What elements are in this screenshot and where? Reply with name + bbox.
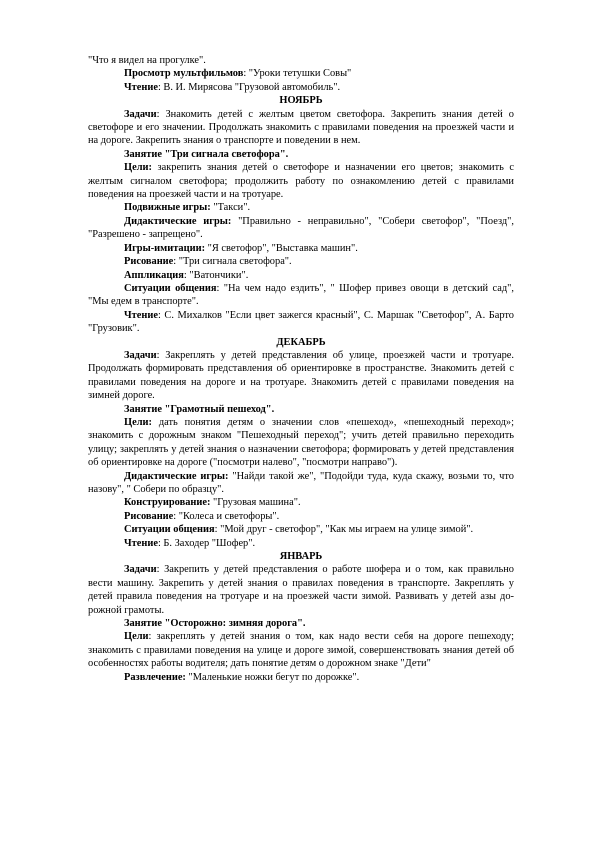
december-tasks-text: : Закреплять у детей представления об улице, проезжей части и тротуаре. Продолжать формировать представления об ориентировке в пространстве. Знакомить детей с правилами поведения на дороге и на тротуаре. Знакомить детей с правилами поведения на зимней дороге. bbox=[88, 349, 514, 402]
january-tasks bbox=[88, 563, 514, 617]
december-construct-text: "Грузовая машина". bbox=[210, 497, 301, 509]
january-tasks-label: Задачи bbox=[124, 564, 157, 576]
november-didactic-label: Дидактические игры: bbox=[124, 215, 232, 227]
december-tasks-label: Задачи bbox=[124, 349, 157, 361]
november-tasks-label: Задачи bbox=[124, 108, 157, 120]
november-heading: НОЯБРЬ bbox=[279, 95, 323, 107]
december-goals-label: Цели: bbox=[124, 416, 152, 428]
november-applique-text: : "Ватончики". bbox=[183, 269, 249, 281]
january-heading: ЯНВАРЬ bbox=[279, 551, 323, 563]
december-reading-text: : Б. Заходер "Шофер". bbox=[157, 537, 256, 549]
november-drawing bbox=[88, 255, 514, 268]
january-goals-label: Цели bbox=[124, 631, 149, 643]
december-tasks bbox=[88, 349, 514, 403]
pre-reading-line bbox=[88, 81, 514, 94]
january-lesson bbox=[88, 617, 514, 630]
december-drawing-label: Рисование bbox=[124, 510, 174, 522]
november-imitation-games bbox=[88, 242, 514, 255]
december-goals-text: дать понятия детям о значении слов «пешеход», «пешеходный переход»; знакомить с дорожным знаком "Пешеходный переход"; учить детей правильно переходить улицу; закреплять у детей знания о назначении светофора; формировать у детей представления об ориентировке на дороге ("посмотри налево", "посмотри направо"). bbox=[88, 416, 514, 469]
january-lesson-label: Занятие "Осторожно: зимняя дорога". bbox=[124, 618, 306, 630]
november-lesson-label: Занятие "Три сигнала светофора". bbox=[124, 148, 289, 160]
december-reading-label: Чтение bbox=[124, 537, 158, 549]
cartoons-line bbox=[88, 67, 514, 80]
november-situations-text: : "На чем надо ездить", " Шофер привез овощи в детский сад", "Мы едем в транспорте". bbox=[88, 282, 514, 308]
november-drawing-text: : "Три сигнала светофора". bbox=[173, 256, 292, 268]
november-tasks-text: : Знакомить детей с желтым цветом светофора. Закрепить знания детей о светофоре и его значении. Продолжать знакомить с правилами поведения на проезжей части и на дороге. Закрепить знания о транспорте и поведении в нем. bbox=[88, 108, 514, 147]
december-reading bbox=[88, 537, 514, 550]
pre-reading-label: Чтение bbox=[124, 81, 158, 93]
january-goals bbox=[88, 630, 514, 670]
november-didactic-text: "Правильно - неправильно", "Собери светофор", "Поезд", "Разрешено - запрещено". bbox=[88, 215, 514, 241]
november-imitation-label: Игры-имитации: bbox=[124, 242, 206, 254]
december-didactic-label: Дидактические игры: bbox=[124, 470, 229, 482]
november-drawing-label: Рисование bbox=[124, 256, 174, 268]
november-situations-label: Ситуации общения bbox=[124, 282, 217, 294]
january-entertainment bbox=[88, 671, 514, 684]
november-imitation-text: "Я светофор", "Выставка машин". bbox=[205, 242, 358, 254]
january-goals-text: : закреплять у детей знания о том, как надо вести себя на дороге пешеходу; знакомить с правилами поведения на улице и дороге зимой, совершенствовать знания детей об особенностях работы водителя; дать понятие детям о дорожном знаке "Дети" bbox=[88, 631, 514, 670]
november-reading bbox=[88, 309, 514, 336]
december-drawing bbox=[88, 510, 514, 523]
january-entertainment-label: Развлечение: bbox=[124, 671, 186, 683]
november-applique bbox=[88, 269, 514, 282]
intro-tail: "Что я видел на прогулке". bbox=[88, 55, 206, 66]
cartoons-label: Просмотр мультфильмов bbox=[124, 68, 244, 80]
pre-reading-text: : В. И. Мирясова "Грузовой автомобиль". bbox=[157, 81, 341, 93]
december-didactic-text: "Найди такой же", "Подойди туда, куда скажу, возьми то, что назову", " Собери по образцу". bbox=[88, 470, 514, 495]
december-construction bbox=[88, 496, 514, 509]
november-situations bbox=[88, 282, 514, 309]
january-entertainment-text: "Маленькие ножки бегут по дорожке". bbox=[185, 671, 360, 683]
november-outdoor-games bbox=[88, 201, 514, 214]
november-goals-label: Цели: bbox=[124, 162, 152, 174]
december-situations-label: Ситуации общения bbox=[124, 524, 215, 536]
document-page bbox=[88, 54, 514, 684]
december-situations bbox=[88, 523, 514, 536]
november-outdoor-label: Подвижные игры: bbox=[124, 202, 211, 214]
november-tasks bbox=[88, 108, 514, 148]
november-applique-label: Аппликация bbox=[124, 269, 184, 281]
december-situations-text: : "Мой друг - светофор", "Как мы играем на улице зимой". bbox=[214, 524, 474, 536]
december-construct-label: Конструирование: bbox=[124, 497, 211, 509]
november-reading-label: Чтение bbox=[124, 309, 158, 321]
december-heading: ДЕКАБРЬ bbox=[276, 336, 326, 348]
november-reading-text: : С. Михалков "Если цвет зажегся красный", С. Маршак "Светофор", А. Барто "Грузовик". bbox=[88, 309, 514, 335]
november-goals bbox=[88, 161, 514, 201]
cartoons-text: : "Уроки тетушки Совы" bbox=[243, 68, 352, 80]
november-lesson bbox=[88, 148, 514, 161]
january-tasks-text: : Закрепить у детей представления о работе шофера и о том, как правильно вести машину. Закрепить у детей знания о правилах поведения в транспорте. Закреплять у детей правила поведения на тротуаре и на проезжей части зимой. Развивать у детей азы до-рожной грамоты. bbox=[88, 564, 514, 616]
december-lesson bbox=[88, 403, 514, 416]
november-didactic-games bbox=[88, 215, 514, 242]
december-lesson-label: Занятие "Грамотный пешеход". bbox=[124, 403, 275, 415]
november-goals-text: закрепить знания детей о светофоре и назначении его цветов; знакомить с желтым сигналом светофора; продолжить работу по ознакомлению детей с правилами поведения на проезжей части и на тротуаре. bbox=[88, 162, 514, 201]
december-drawing-text: : "Колеса и светофоры". bbox=[173, 510, 280, 522]
december-didactic-games bbox=[88, 470, 514, 497]
december-goals bbox=[88, 416, 514, 470]
november-outdoor-text: "Такси". bbox=[210, 202, 251, 214]
